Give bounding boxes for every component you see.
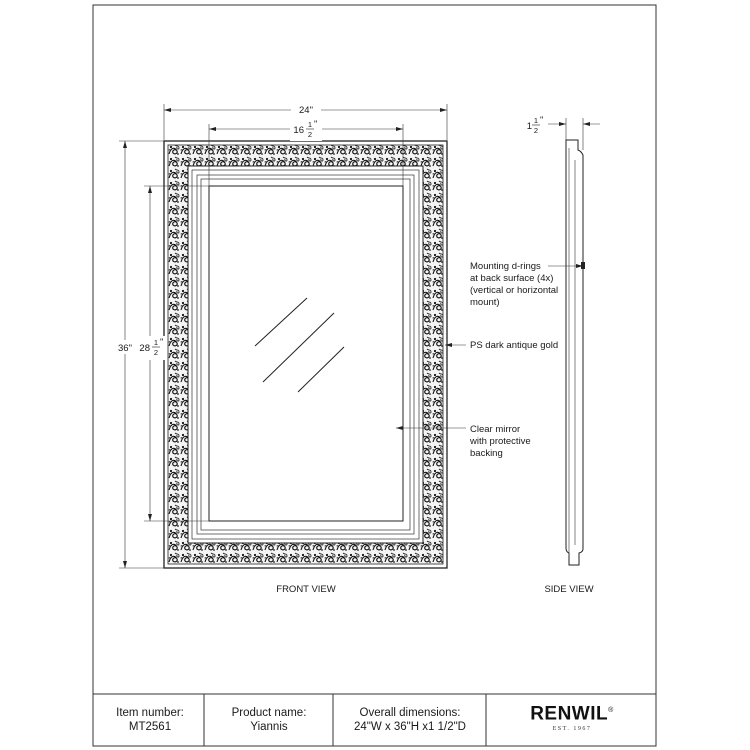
depth-numerator: 1 — [533, 116, 539, 125]
callout-mounting-line-3: (vertical or horizontal — [470, 285, 559, 296]
inner-width-numerator: 1 — [307, 120, 313, 129]
product-name-label: Product name: — [231, 707, 307, 719]
side-profile-outline — [566, 140, 583, 565]
callout-finish — [445, 340, 558, 351]
arrowhead — [445, 343, 452, 347]
arrowhead — [583, 122, 590, 126]
brand-name: RENWIL — [530, 703, 609, 725]
title-block-item — [96, 695, 204, 745]
arrowhead — [396, 127, 403, 131]
arrowhead — [148, 514, 152, 521]
item-number-label: Item number: — [116, 707, 184, 719]
overall-height-label: 36" — [118, 343, 132, 354]
arrowhead — [440, 108, 447, 112]
item-number-value: MT2561 — [128, 721, 172, 733]
overall-dimensions-value: 24"W x 36"H x1 1/2"D — [354, 721, 466, 733]
arrowhead — [164, 108, 171, 112]
inner-height-whole: 28 — [139, 343, 150, 354]
inner-width-denominator: 2 — [307, 130, 313, 139]
callout-mirror-line-3: backing — [470, 448, 503, 459]
front-view — [112, 103, 447, 595]
callout-mounting-line-1: Mounting d-rings — [470, 261, 541, 272]
callout-mirror-line-2: with protective — [470, 436, 531, 447]
depth-whole: 1 — [526, 121, 532, 132]
title-block-product — [205, 695, 333, 745]
arrowhead — [123, 141, 127, 148]
product-name-value: Yiannis — [250, 721, 288, 733]
arrowhead — [559, 122, 566, 126]
brand-logo — [530, 703, 614, 725]
arrowhead — [209, 127, 216, 131]
mirror-glass — [209, 186, 403, 521]
inner-height-numerator: 1 — [153, 338, 159, 347]
depth-denominator: 2 — [533, 126, 539, 135]
arrowhead — [148, 186, 152, 193]
arrowhead — [123, 561, 127, 568]
front-view-caption: FRONT VIEW — [276, 584, 336, 595]
callout-finish-text: PS dark antique gold — [470, 340, 559, 351]
side-view — [527, 115, 600, 595]
brand-established: EST. 1967 — [552, 726, 592, 733]
inch-mark: " — [314, 119, 318, 130]
inner-height-denominator: 2 — [153, 348, 159, 357]
title-block-dimensions — [334, 695, 486, 745]
title-block-logo — [487, 695, 657, 745]
overall-dimensions-label: Overall dimensions: — [359, 707, 461, 719]
overall-width-label: 24" — [299, 105, 313, 116]
inch-mark: " — [160, 337, 164, 348]
d-ring-marker — [581, 262, 585, 269]
inch-mark: " — [540, 115, 544, 126]
callout-mounting-line-2: at back surface (4x) — [470, 273, 554, 284]
side-view-caption: SIDE VIEW — [544, 584, 594, 595]
registered-mark: ® — [608, 706, 614, 714]
callout-mirror-line-1: Clear mirror — [470, 424, 521, 435]
inner-width-whole: 16 — [293, 125, 304, 136]
callout-mounting-line-4: mount) — [470, 297, 500, 308]
